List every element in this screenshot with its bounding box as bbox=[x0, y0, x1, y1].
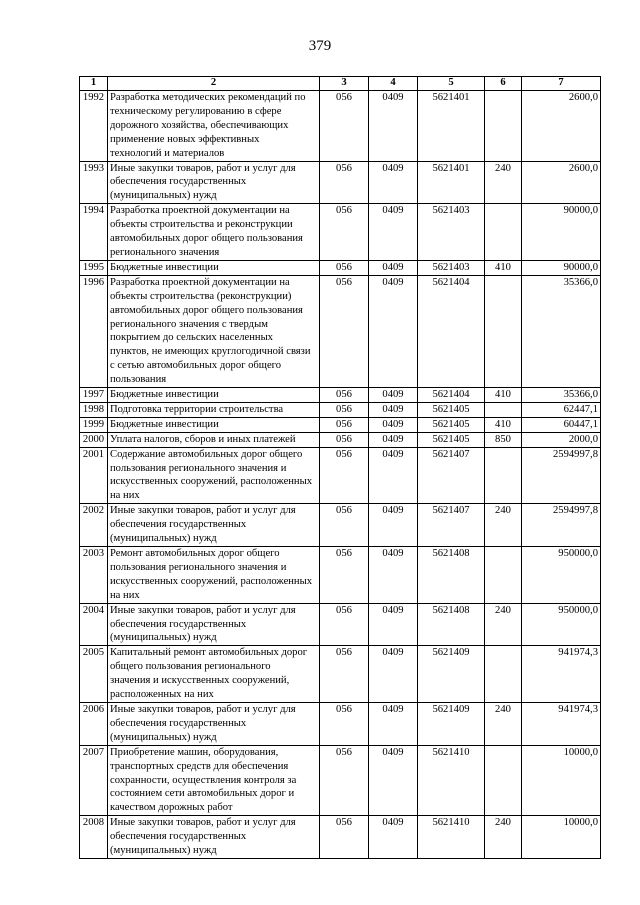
description-line: пунктов, не имеющих круглогодичной связи bbox=[110, 346, 311, 358]
description-line: сохранности, осуществления контроля за bbox=[110, 774, 297, 786]
description-line: Приобретение машин, оборудования, bbox=[110, 746, 279, 758]
column-header-7: 7 bbox=[522, 77, 601, 91]
section-code: 0409 bbox=[369, 91, 418, 162]
row-number: 2007 bbox=[80, 745, 108, 816]
row-number: 1995 bbox=[80, 260, 108, 275]
ministry-code: 056 bbox=[320, 275, 369, 387]
section-code: 0409 bbox=[369, 417, 418, 432]
target-article-code: 5621405 bbox=[418, 402, 485, 417]
section-code: 0409 bbox=[369, 275, 418, 387]
amount: 2594997,8 bbox=[522, 447, 601, 504]
expense-type-code: 240 bbox=[485, 161, 522, 204]
ministry-code: 056 bbox=[320, 260, 369, 275]
ministry-code: 056 bbox=[320, 816, 369, 859]
description-line: пользования регионального значения и bbox=[110, 462, 287, 474]
ministry-code: 056 bbox=[320, 447, 369, 504]
table-row bbox=[80, 702, 601, 745]
description-line: значения и искусственных сооружений, bbox=[110, 675, 290, 687]
description-line: обеспечения государственных bbox=[110, 717, 247, 729]
ministry-code: 056 bbox=[320, 91, 369, 162]
description-line: Содержание автомобильных дорог общего bbox=[110, 448, 303, 460]
expense-type-code: 240 bbox=[485, 504, 522, 547]
table-row bbox=[80, 417, 601, 432]
amount: 950000,0 bbox=[522, 547, 601, 604]
column-header-5: 5 bbox=[418, 77, 485, 91]
description-line: обеспечения государственных bbox=[110, 618, 247, 630]
target-article-code: 5621403 bbox=[418, 204, 485, 261]
description-line: техническому регулированию в сфере bbox=[110, 105, 282, 117]
amount: 90000,0 bbox=[522, 260, 601, 275]
expense-type-code: 850 bbox=[485, 432, 522, 447]
table-row bbox=[80, 816, 601, 859]
description-line: пользования регионального значения и bbox=[110, 561, 287, 573]
table-row bbox=[80, 260, 601, 275]
description-line: покрытием до сельских населенных bbox=[110, 332, 273, 344]
row-description bbox=[108, 275, 320, 387]
description-line: обеспечения государственных bbox=[110, 176, 247, 188]
target-article-code: 5621401 bbox=[418, 161, 485, 204]
description-line: Ремонт автомобильных дорог общего bbox=[110, 548, 280, 559]
row-description bbox=[108, 402, 320, 417]
amount: 62447,1 bbox=[522, 402, 601, 417]
description-line: автомобильных дорог общего пользования bbox=[110, 233, 303, 245]
row-number: 1994 bbox=[80, 204, 108, 261]
target-article-code: 5621410 bbox=[418, 745, 485, 816]
row-description bbox=[108, 646, 320, 703]
description-line: регионального значения bbox=[110, 246, 220, 258]
description-line: общего пользования регионального bbox=[110, 661, 271, 673]
amount: 90000,0 bbox=[522, 204, 601, 261]
budget-table bbox=[79, 76, 601, 859]
row-number: 2004 bbox=[80, 603, 108, 646]
table-body bbox=[80, 91, 601, 859]
description-line: состоянием сети автомобильных дорог и bbox=[110, 788, 295, 800]
amount: 941974,3 bbox=[522, 646, 601, 703]
description-line: автомобильных дорог общего пользования bbox=[110, 304, 303, 316]
row-description bbox=[108, 504, 320, 547]
amount: 10000,0 bbox=[522, 745, 601, 816]
row-number: 1997 bbox=[80, 388, 108, 403]
table-row bbox=[80, 402, 601, 417]
description-line: Разработка проектной документации на bbox=[110, 276, 290, 288]
expense-type-code bbox=[485, 402, 522, 417]
description-line: Уплата налогов, сборов и иных платежей bbox=[110, 433, 296, 445]
row-number: 2001 bbox=[80, 447, 108, 504]
target-article-code: 5621409 bbox=[418, 702, 485, 745]
description-line: применение новых эффективных bbox=[110, 133, 260, 145]
target-article-code: 5621405 bbox=[418, 417, 485, 432]
description-line: Иные закупки товаров, работ и услуг для bbox=[110, 604, 296, 616]
table-row bbox=[80, 432, 601, 447]
ministry-code: 056 bbox=[320, 432, 369, 447]
table-row bbox=[80, 646, 601, 703]
row-number: 2006 bbox=[80, 702, 108, 745]
description-line: регионального значения с твердым bbox=[110, 318, 268, 330]
row-description bbox=[108, 417, 320, 432]
amount: 10000,0 bbox=[522, 816, 601, 859]
table-row bbox=[80, 603, 601, 646]
expense-type-code: 240 bbox=[485, 702, 522, 745]
ministry-code: 056 bbox=[320, 745, 369, 816]
ministry-code: 056 bbox=[320, 504, 369, 547]
ministry-code: 056 bbox=[320, 547, 369, 604]
row-number: 2000 bbox=[80, 432, 108, 447]
section-code: 0409 bbox=[369, 816, 418, 859]
row-description bbox=[108, 547, 320, 604]
row-number: 1999 bbox=[80, 417, 108, 432]
target-article-code: 5621407 bbox=[418, 504, 485, 547]
amount: 950000,0 bbox=[522, 603, 601, 646]
description-line: Разработка методических рекомендаций по bbox=[110, 92, 306, 103]
target-article-code: 5621410 bbox=[418, 816, 485, 859]
description-line: (муниципальных) нужд bbox=[110, 845, 217, 857]
amount: 2594997,8 bbox=[522, 504, 601, 547]
description-line: на них bbox=[110, 490, 140, 502]
column-header-3: 3 bbox=[320, 77, 369, 91]
expense-type-code bbox=[485, 745, 522, 816]
section-code: 0409 bbox=[369, 402, 418, 417]
expense-type-code bbox=[485, 275, 522, 387]
table-row bbox=[80, 91, 601, 162]
amount: 35366,0 bbox=[522, 388, 601, 403]
amount: 2000,0 bbox=[522, 432, 601, 447]
row-description bbox=[108, 816, 320, 859]
column-header-2: 2 bbox=[108, 77, 320, 91]
target-article-code: 5621403 bbox=[418, 260, 485, 275]
section-code: 0409 bbox=[369, 161, 418, 204]
row-description bbox=[108, 432, 320, 447]
section-code: 0409 bbox=[369, 447, 418, 504]
row-description bbox=[108, 603, 320, 646]
row-number: 1992 bbox=[80, 91, 108, 162]
ministry-code: 056 bbox=[320, 603, 369, 646]
expense-type-code bbox=[485, 447, 522, 504]
row-number: 2002 bbox=[80, 504, 108, 547]
description-line: Подготовка территории строительства bbox=[110, 403, 284, 415]
amount: 2600,0 bbox=[522, 161, 601, 204]
description-line: обеспечения государственных bbox=[110, 831, 247, 843]
description-line: искусственных сооружений, расположенных bbox=[110, 575, 313, 587]
description-line: дорожного хозяйства, обеспечивающих bbox=[110, 119, 289, 131]
ministry-code: 056 bbox=[320, 402, 369, 417]
description-line: искусственных сооружений, расположенных bbox=[110, 476, 313, 488]
page-number: 379 bbox=[308, 38, 332, 54]
table-row bbox=[80, 388, 601, 403]
table-row bbox=[80, 745, 601, 816]
section-code: 0409 bbox=[369, 432, 418, 447]
expense-type-code bbox=[485, 646, 522, 703]
row-description bbox=[108, 204, 320, 261]
row-number: 1998 bbox=[80, 402, 108, 417]
description-line: расположенных на них bbox=[110, 689, 214, 701]
expense-type-code: 410 bbox=[485, 388, 522, 403]
description-line: Иные закупки товаров, работ и услуг для bbox=[110, 162, 296, 174]
target-article-code: 5621404 bbox=[418, 275, 485, 387]
section-code: 0409 bbox=[369, 204, 418, 261]
description-line: Капитальный ремонт автомобильных дорог bbox=[110, 647, 308, 659]
section-code: 0409 bbox=[369, 388, 418, 403]
ministry-code: 056 bbox=[320, 417, 369, 432]
row-description bbox=[108, 91, 320, 162]
description-line: Разработка проектной документации на bbox=[110, 205, 290, 217]
description-line: Бюджетные инвестиции bbox=[110, 261, 219, 273]
description-line: технологий и материалов bbox=[110, 147, 225, 159]
description-line: объекты строительства и реконструкции bbox=[110, 219, 293, 231]
section-code: 0409 bbox=[369, 745, 418, 816]
ministry-code: 056 bbox=[320, 702, 369, 745]
target-article-code: 5621405 bbox=[418, 432, 485, 447]
expense-type-code: 240 bbox=[485, 816, 522, 859]
row-description bbox=[108, 260, 320, 275]
row-description bbox=[108, 388, 320, 403]
description-line: (муниципальных) нужд bbox=[110, 190, 217, 202]
table-row bbox=[80, 204, 601, 261]
description-line: Иные закупки товаров, работ и услуг для bbox=[110, 505, 296, 517]
row-number: 2005 bbox=[80, 646, 108, 703]
row-description bbox=[108, 745, 320, 816]
expense-type-code bbox=[485, 204, 522, 261]
ministry-code: 056 bbox=[320, 161, 369, 204]
description-line: Бюджетные инвестиции bbox=[110, 389, 219, 401]
description-line: Иные закупки товаров, работ и услуг для bbox=[110, 817, 296, 829]
table-row bbox=[80, 275, 601, 387]
description-line: (муниципальных) нужд bbox=[110, 632, 217, 644]
amount: 2600,0 bbox=[522, 91, 601, 162]
target-article-code: 5621401 bbox=[418, 91, 485, 162]
column-header-1: 1 bbox=[80, 77, 108, 91]
description-line: пользования bbox=[110, 374, 167, 386]
amount: 35366,0 bbox=[522, 275, 601, 387]
expense-type-code bbox=[485, 91, 522, 162]
description-line: объекты строительства (реконструкции) bbox=[110, 290, 292, 302]
row-number: 2008 bbox=[80, 816, 108, 859]
description-line: на них bbox=[110, 589, 140, 601]
row-description bbox=[108, 447, 320, 504]
table-row bbox=[80, 447, 601, 504]
description-line: обеспечения государственных bbox=[110, 519, 247, 531]
row-description bbox=[108, 702, 320, 745]
section-code: 0409 bbox=[369, 260, 418, 275]
section-code: 0409 bbox=[369, 504, 418, 547]
column-header-4: 4 bbox=[369, 77, 418, 91]
description-line: Иные закупки товаров, работ и услуг для bbox=[110, 703, 296, 715]
amount: 60447,1 bbox=[522, 417, 601, 432]
ministry-code: 056 bbox=[320, 204, 369, 261]
section-code: 0409 bbox=[369, 603, 418, 646]
section-code: 0409 bbox=[369, 702, 418, 745]
row-description bbox=[108, 161, 320, 204]
ministry-code: 056 bbox=[320, 646, 369, 703]
target-article-code: 5621404 bbox=[418, 388, 485, 403]
ministry-code: 056 bbox=[320, 388, 369, 403]
section-code: 0409 bbox=[369, 646, 418, 703]
expense-type-code: 410 bbox=[485, 260, 522, 275]
table-row bbox=[80, 504, 601, 547]
description-line: с сетью автомобильных дорог общего bbox=[110, 360, 282, 372]
row-number: 2003 bbox=[80, 547, 108, 604]
row-number: 1993 bbox=[80, 161, 108, 204]
section-code: 0409 bbox=[369, 547, 418, 604]
expense-type-code: 240 bbox=[485, 603, 522, 646]
target-article-code: 5621409 bbox=[418, 646, 485, 703]
description-line: (муниципальных) нужд bbox=[110, 731, 217, 743]
expense-type-code bbox=[485, 547, 522, 604]
expense-type-code: 410 bbox=[485, 417, 522, 432]
table-row bbox=[80, 547, 601, 604]
description-line: (муниципальных) нужд bbox=[110, 533, 217, 545]
column-header-6: 6 bbox=[485, 77, 522, 91]
row-number: 1996 bbox=[80, 275, 108, 387]
target-article-code: 5621407 bbox=[418, 447, 485, 504]
header-row bbox=[80, 77, 601, 91]
description-line: Бюджетные инвестиции bbox=[110, 418, 219, 430]
table-row bbox=[80, 161, 601, 204]
description-line: транспортных средств для обеспечения bbox=[110, 760, 289, 772]
description-line: качеством дорожных работ bbox=[110, 802, 233, 814]
target-article-code: 5621408 bbox=[418, 547, 485, 604]
target-article-code: 5621408 bbox=[418, 603, 485, 646]
amount: 941974,3 bbox=[522, 702, 601, 745]
